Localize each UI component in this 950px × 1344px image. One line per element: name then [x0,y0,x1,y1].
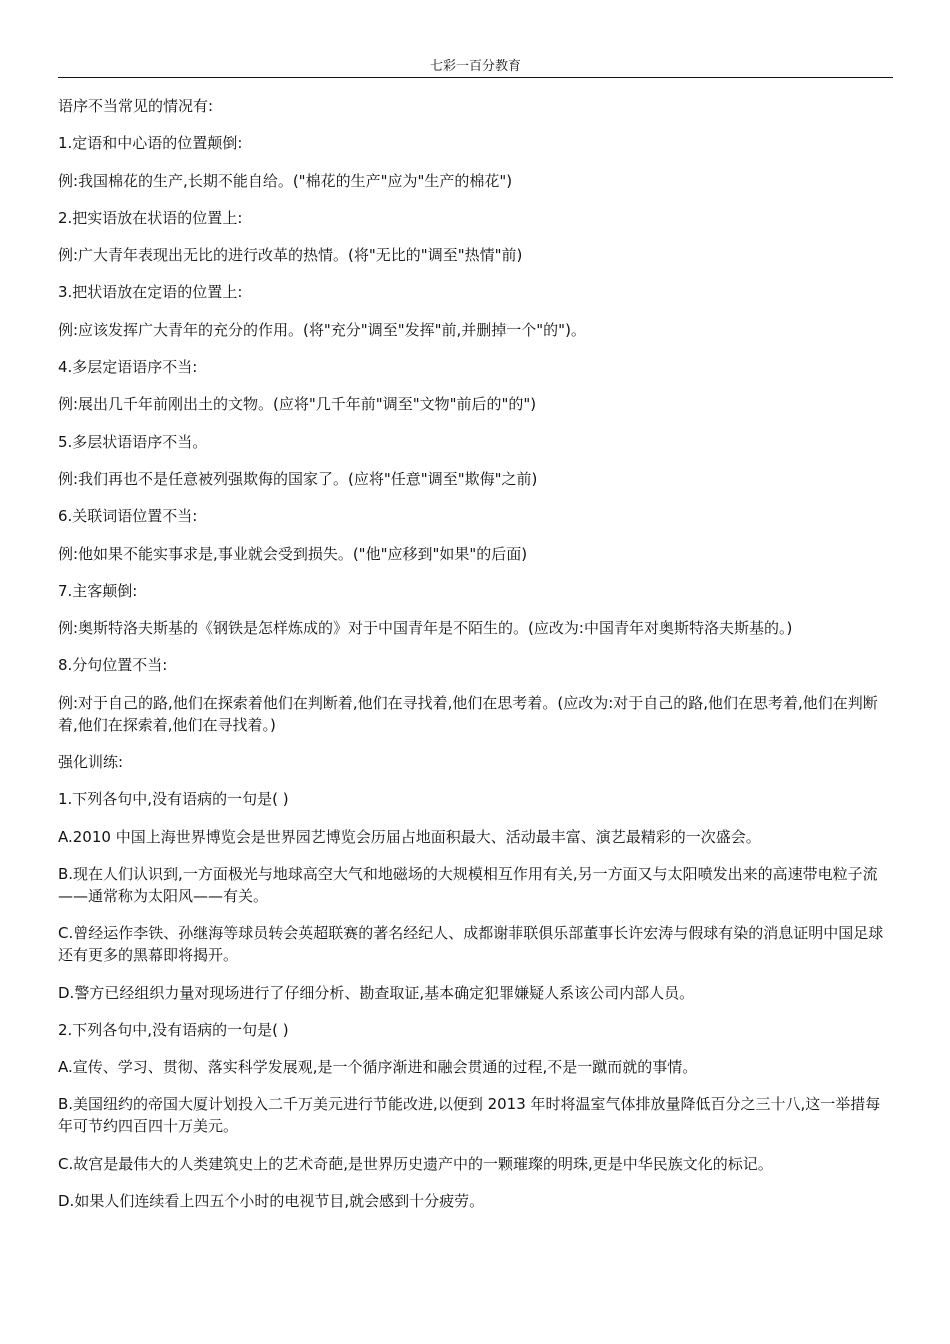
question-stem: 1.下列各句中,没有语病的一句是( ) [58,790,289,809]
question-option: B.现在人们认识到,一方面极光与地球高空大气和地磁场的大规模相互作用有关,另一方面又与太阳喷发出来的高速带电粒子流——通常称为太阳风——有关。 [58,864,878,905]
rule-example: 例:展出几千年前刚出土的文物。(应将"几千年前"调至"文物"前后的"的") [58,395,537,414]
question-stem: 2.下列各句中,没有语病的一句是( ) [58,1020,289,1039]
header-title: 七彩一百分教育 [429,59,521,74]
rule-example: 例:奥斯特洛夫斯基的《钢铁是怎样炼成的》对于中国青年是不陌生的。(应改为:中国青年对奥斯特洛夫斯基的。) [58,619,793,638]
rule-heading: 1.定语和中心语的位置颠倒: [58,134,243,153]
question-option: C.故宫是最伟大的人类建筑史上的艺术奇葩,是世界历史遗产中的一颗璀璨的明珠,更是中华民族文化的标记。 [58,1154,773,1173]
question-option: A.宣传、学习、贯彻、落实科学发展观,是一个循序渐进和融会贯通的过程,不是一蹴而就的事情。 [58,1058,698,1077]
question-option: B.美国纽约的帝国大厦计划投入二千万美元进行节能改进,以便到 2013 年时将温室气体排放量降低百分之三十八,这一举措每年可节约四百四十万美元。 [58,1095,881,1136]
rule-heading: 2.把实语放在状语的位置上: [58,208,243,227]
rule-heading: 4.多层定语语序不当: [58,358,198,377]
rule-heading: 5.多层状语语序不当。 [58,432,208,451]
question-option: A.2010 中国上海世界博览会是世界园艺博览会历届占地面积最大、活动最丰富、演艺最精彩的一次盛会。 [58,827,761,846]
rule-heading: 7.主客颠倒: [58,581,138,600]
rule-example: 例:他如果不能实事求是,事业就会受到损失。("他"应移到"如果"的后面) [58,544,528,563]
exercise-heading: 强化训练: [58,753,124,772]
rule-example: 例:应该发挥广大青年的充分的作用。(将"充分"调至"发挥"前,并删掉一个"的")。 [58,320,586,339]
rule-example: 例:我国棉花的生产,长期不能自给。("棉花的生产"应为"生产的棉花") [58,171,513,190]
page-header [58,58,893,78]
rule-heading: 8.分句位置不当: [58,656,168,675]
question-option: D.如果人们连续看上四五个小时的电视节目,就会感到十分疲劳。 [58,1192,485,1211]
document-body [58,95,888,1227]
question-option: C.曾经运作李铁、孙继海等球员转会英超联赛的著名经纪人、成都谢菲联俱乐部董事长许宏涛与假球有染的消息证明中国足球还有更多的黑幕即将揭开。 [58,924,884,965]
question-option: D.警方已经组织力量对现场进行了仔细分析、勘查取证,基本确定犯罪嫌疑人系该公司内部人员。 [58,983,695,1002]
rule-example: 例:我们再也不是任意被列强欺侮的国家了。(应将"任意"调至"欺侮"之前) [58,469,538,488]
rule-heading: 3.把状语放在定语的位置上: [58,283,243,302]
rule-heading: 6.关联词语位置不当: [58,507,198,526]
intro-paragraph: 语序不当常见的情况有: [58,97,214,115]
rule-example: 例:广大青年表现出无比的进行改革的热情。(将"无比的"调至"热情"前) [58,246,523,265]
rule-example: 例:对于自己的路,他们在探索着他们在判断着,他们在寻找着,他们在思考着。(应改为:对于自己的路,他们在思考着,他们在判断着,他们在探索着,他们在寻找着。) [58,693,878,734]
